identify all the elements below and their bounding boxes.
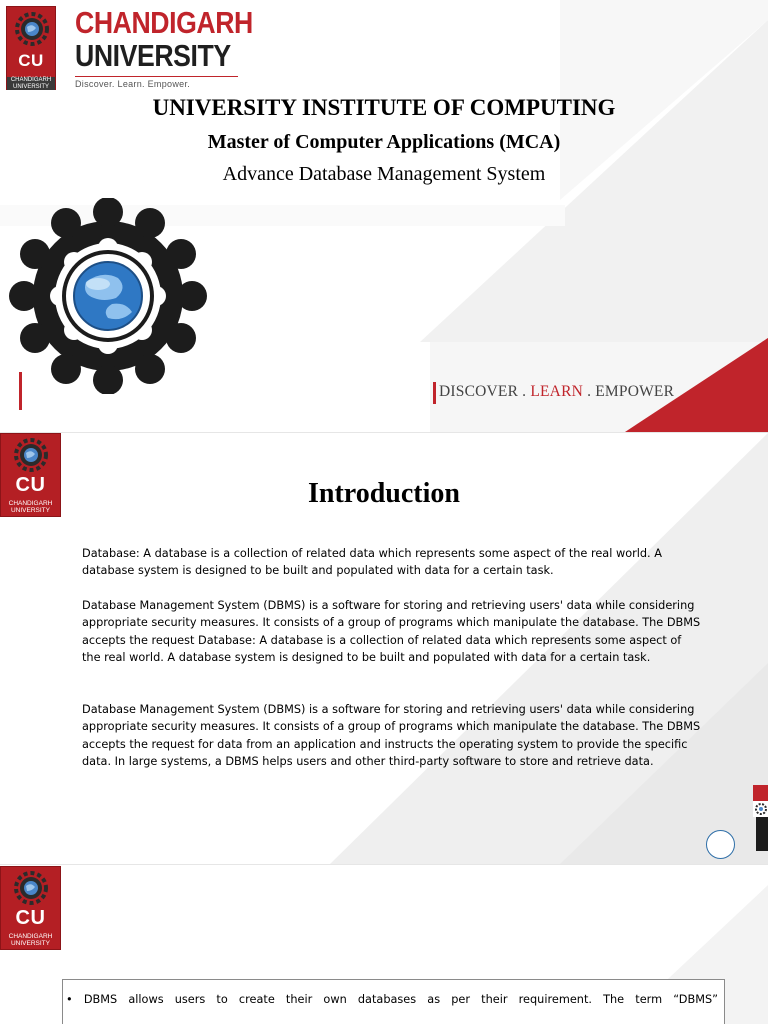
gear-globe-icon	[6, 198, 212, 394]
gear-globe-icon	[7, 7, 57, 51]
course-title: Advance Database Management System	[222, 163, 546, 185]
brand-tagline: Discover. Learn. Empower.	[75, 79, 191, 89]
logo-caption-line1: CHANDIGARH	[10, 77, 52, 83]
paragraph: Database Management System (DBMS) is a software for storing and retrieving users' data while considering appropriate security measures. It consists of a group of programs which manipulate the database. The DBMS accepts the request for data from an application and instructs the operating system to provide the specific data. In large systems, a DBMS helps users and other third-party software to store and retrieve data.	[82, 703, 701, 768]
cu-logo	[6, 6, 56, 90]
brand-name-line2: UNIVERSITY	[75, 38, 231, 73]
logo-caption-line2: UNIVERSITY	[12, 83, 49, 90]
paragraph: Database: A database is a collection of related data which represents some aspect of the real world. A database system is designed to be built and populated with data for a certain task.	[82, 547, 662, 578]
bullet-item: • DBMS allows users to create their own databases as per their requirement. The term “DBMS”	[66, 993, 718, 1006]
logo-caption-line2: UNIVERSITY	[10, 940, 50, 947]
logo-caption-line1: CHANDIGARH	[8, 500, 53, 507]
accent-bar	[433, 382, 436, 404]
motto	[439, 383, 674, 401]
introduction-slide	[0, 433, 768, 864]
motto-learn: LEARN	[530, 383, 584, 400]
cu-logo	[0, 866, 61, 950]
slide-title: Introduction	[308, 478, 460, 509]
gear-globe-icon	[1, 867, 62, 909]
paragraph: Database Management System (DBMS) is a software for storing and retrieving users' data while considering appropriate security measures. It consists of a group of programs which manipulate the database. The DBMS accepts the request Database: A database is a collection of related data which represents some aspect of the real world. A database system is designed to be built and populated with data for a certain task.	[82, 599, 701, 664]
program-title: Master of Computer Applications (MCA)	[207, 131, 561, 153]
logo-caption	[7, 77, 55, 90]
accent-bar	[19, 372, 22, 410]
content-slide	[0, 865, 768, 1024]
gear-globe-icon	[1, 434, 62, 476]
logo-mark: CU	[15, 474, 46, 496]
nav-circle-button[interactable]	[706, 830, 735, 859]
logo-mark: CU	[18, 51, 44, 70]
brand-divider	[75, 76, 238, 77]
title-slide	[0, 0, 768, 432]
side-logo-strip	[753, 785, 768, 851]
institute-title: UNIVERSITY INSTITUTE OF COMPUTING	[152, 95, 616, 120]
motto-empower: . EMPOWER	[587, 383, 675, 400]
logo-caption	[1, 933, 60, 948]
logo-mark: CU	[15, 907, 46, 929]
motto-discover: DISCOVER .	[439, 383, 527, 400]
logo-caption-line1: CHANDIGARH	[8, 933, 53, 940]
brand-name-line1: CHANDIGARH	[75, 5, 253, 40]
logo-caption-line2: UNIVERSITY	[10, 507, 50, 514]
